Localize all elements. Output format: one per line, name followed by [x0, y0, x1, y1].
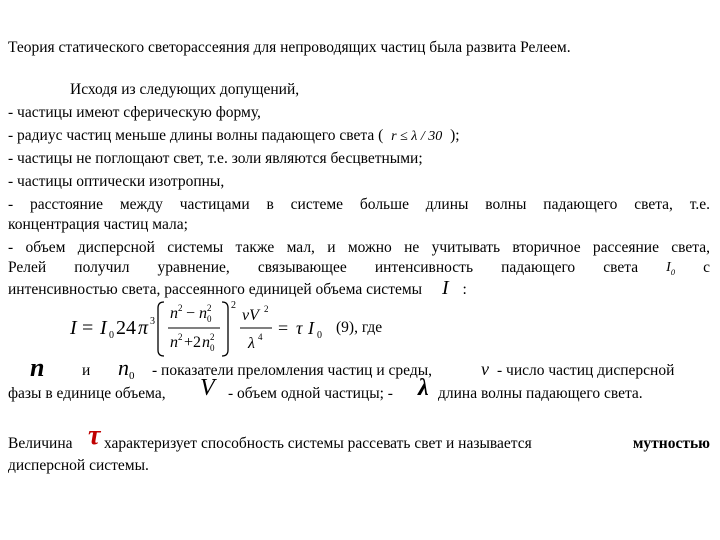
svg-text:2: 2: [231, 300, 236, 311]
assumption-radius-text: - радиус частиц меньше длины волны падающего света (: [8, 127, 384, 144]
svg-text:=: =: [82, 317, 94, 339]
svg-text:=: =: [278, 318, 289, 338]
svg-text:νV: νV: [242, 307, 259, 324]
legend-and: и: [82, 362, 91, 379]
svg-text:2: 2: [207, 303, 212, 313]
rayleigh-word-5: интенсивность: [374, 259, 474, 276]
rayleigh-word-8: с: [703, 259, 710, 276]
svg-text:n: n: [202, 334, 210, 351]
assumption-radius: [8, 126, 460, 147]
assumptions-intro: Исходя из следующих допущений,: [70, 81, 300, 98]
rayleigh-word-7: света: [603, 259, 639, 276]
title-line: Теория статического светорассеяния для непроводящих частиц была развита Релеем.: [8, 39, 571, 56]
equation-label: (9), где: [336, 319, 383, 336]
svg-text:λ: λ: [248, 335, 255, 352]
turbidity-line-2: дисперсной системы.: [8, 457, 149, 474]
svg-text:n: n: [170, 334, 178, 351]
rayleigh-equation: [68, 298, 358, 360]
svg-text:π: π: [138, 317, 149, 339]
svg-text:I: I: [308, 318, 314, 338]
turbidity-line: [104, 434, 710, 454]
legend-line-2b: - объем одной частицы; -: [228, 385, 393, 402]
svg-text:τ: τ: [296, 318, 303, 338]
svg-text:0: 0: [317, 330, 322, 341]
svg-text:I: I: [100, 317, 107, 339]
svg-text:24: 24: [116, 317, 136, 339]
turbidity-text: характеризует способность системы рассевать свет и называется: [104, 435, 532, 452]
svg-text:0: 0: [207, 314, 212, 324]
svg-text:4: 4: [258, 332, 263, 342]
legend-lambda-symbol: λ: [418, 375, 429, 401]
rayleigh-word-3: уравнение,: [157, 259, 230, 276]
assumption-spherical: - частицы имеют сферическую форму,: [8, 104, 261, 121]
rayleigh-word-6: падающего: [501, 259, 576, 276]
incident-intensity-symbol: $I_0$: [666, 260, 676, 277]
assumption-distance: - расстояние между частицами в системе больше длины волны падающего света, т.е.: [8, 196, 710, 213]
rayleigh-word-4: связывающее: [257, 259, 347, 276]
rayleigh-line-2-text: интенсивностью света, рассеянного единицей объема системы: [8, 281, 423, 298]
legend-count-text: - число частиц дисперсной: [497, 362, 675, 379]
legend-refractive-text: - показатели преломления частиц и среды,: [152, 362, 432, 379]
turbidity-term: мутностью: [632, 435, 710, 452]
svg-text:2: 2: [178, 303, 183, 313]
svg-text:n: n: [170, 305, 178, 322]
svg-text:+2: +2: [184, 334, 202, 351]
turbidity-word: Величина: [8, 435, 73, 452]
svg-text:n: n: [199, 305, 207, 322]
turbidity-tau-symbol: τ: [88, 420, 101, 451]
svg-text:2: 2: [178, 332, 183, 342]
colon: :: [462, 281, 467, 298]
svg-text:2: 2: [264, 304, 269, 314]
rayleigh-word-1: Релей: [8, 259, 47, 276]
legend-line-2c: длина волны падающего света.: [438, 385, 643, 402]
assumption-distance-cont: концентрация частиц мала;: [8, 216, 188, 233]
svg-text:2: 2: [210, 332, 215, 342]
legend-nu-symbol: ν: [481, 359, 489, 379]
legend-volume-symbol: V: [200, 375, 215, 401]
svg-text:−: −: [186, 305, 196, 322]
svg-text:3: 3: [150, 316, 155, 327]
legend-line-2a: фазы в единице объема,: [8, 385, 166, 402]
assumption-volume: - объем дисперсной системы также мал, и можно не учитывать вторичное рассеяние света,: [8, 239, 710, 256]
scattered-intensity-symbol: I: [441, 277, 449, 299]
radius-condition-formula: r ≤ λ / 30: [391, 129, 443, 144]
assumption-isotropic: - частицы оптически изотропны,: [8, 173, 225, 190]
rayleigh-word-2: получил: [74, 259, 130, 276]
legend-n-symbol: n: [30, 353, 45, 382]
assumption-no-absorb: - частицы не поглощают свет, т.е. золи являются бесцветными;: [8, 150, 423, 167]
svg-text:0: 0: [109, 330, 114, 341]
legend-n0-symbol: $n_0$: [118, 355, 135, 383]
svg-text:I: I: [70, 317, 77, 339]
rayleigh-line-2: [8, 278, 467, 300]
svg-text:0: 0: [210, 343, 215, 353]
assumption-radius-close: );: [450, 127, 460, 144]
